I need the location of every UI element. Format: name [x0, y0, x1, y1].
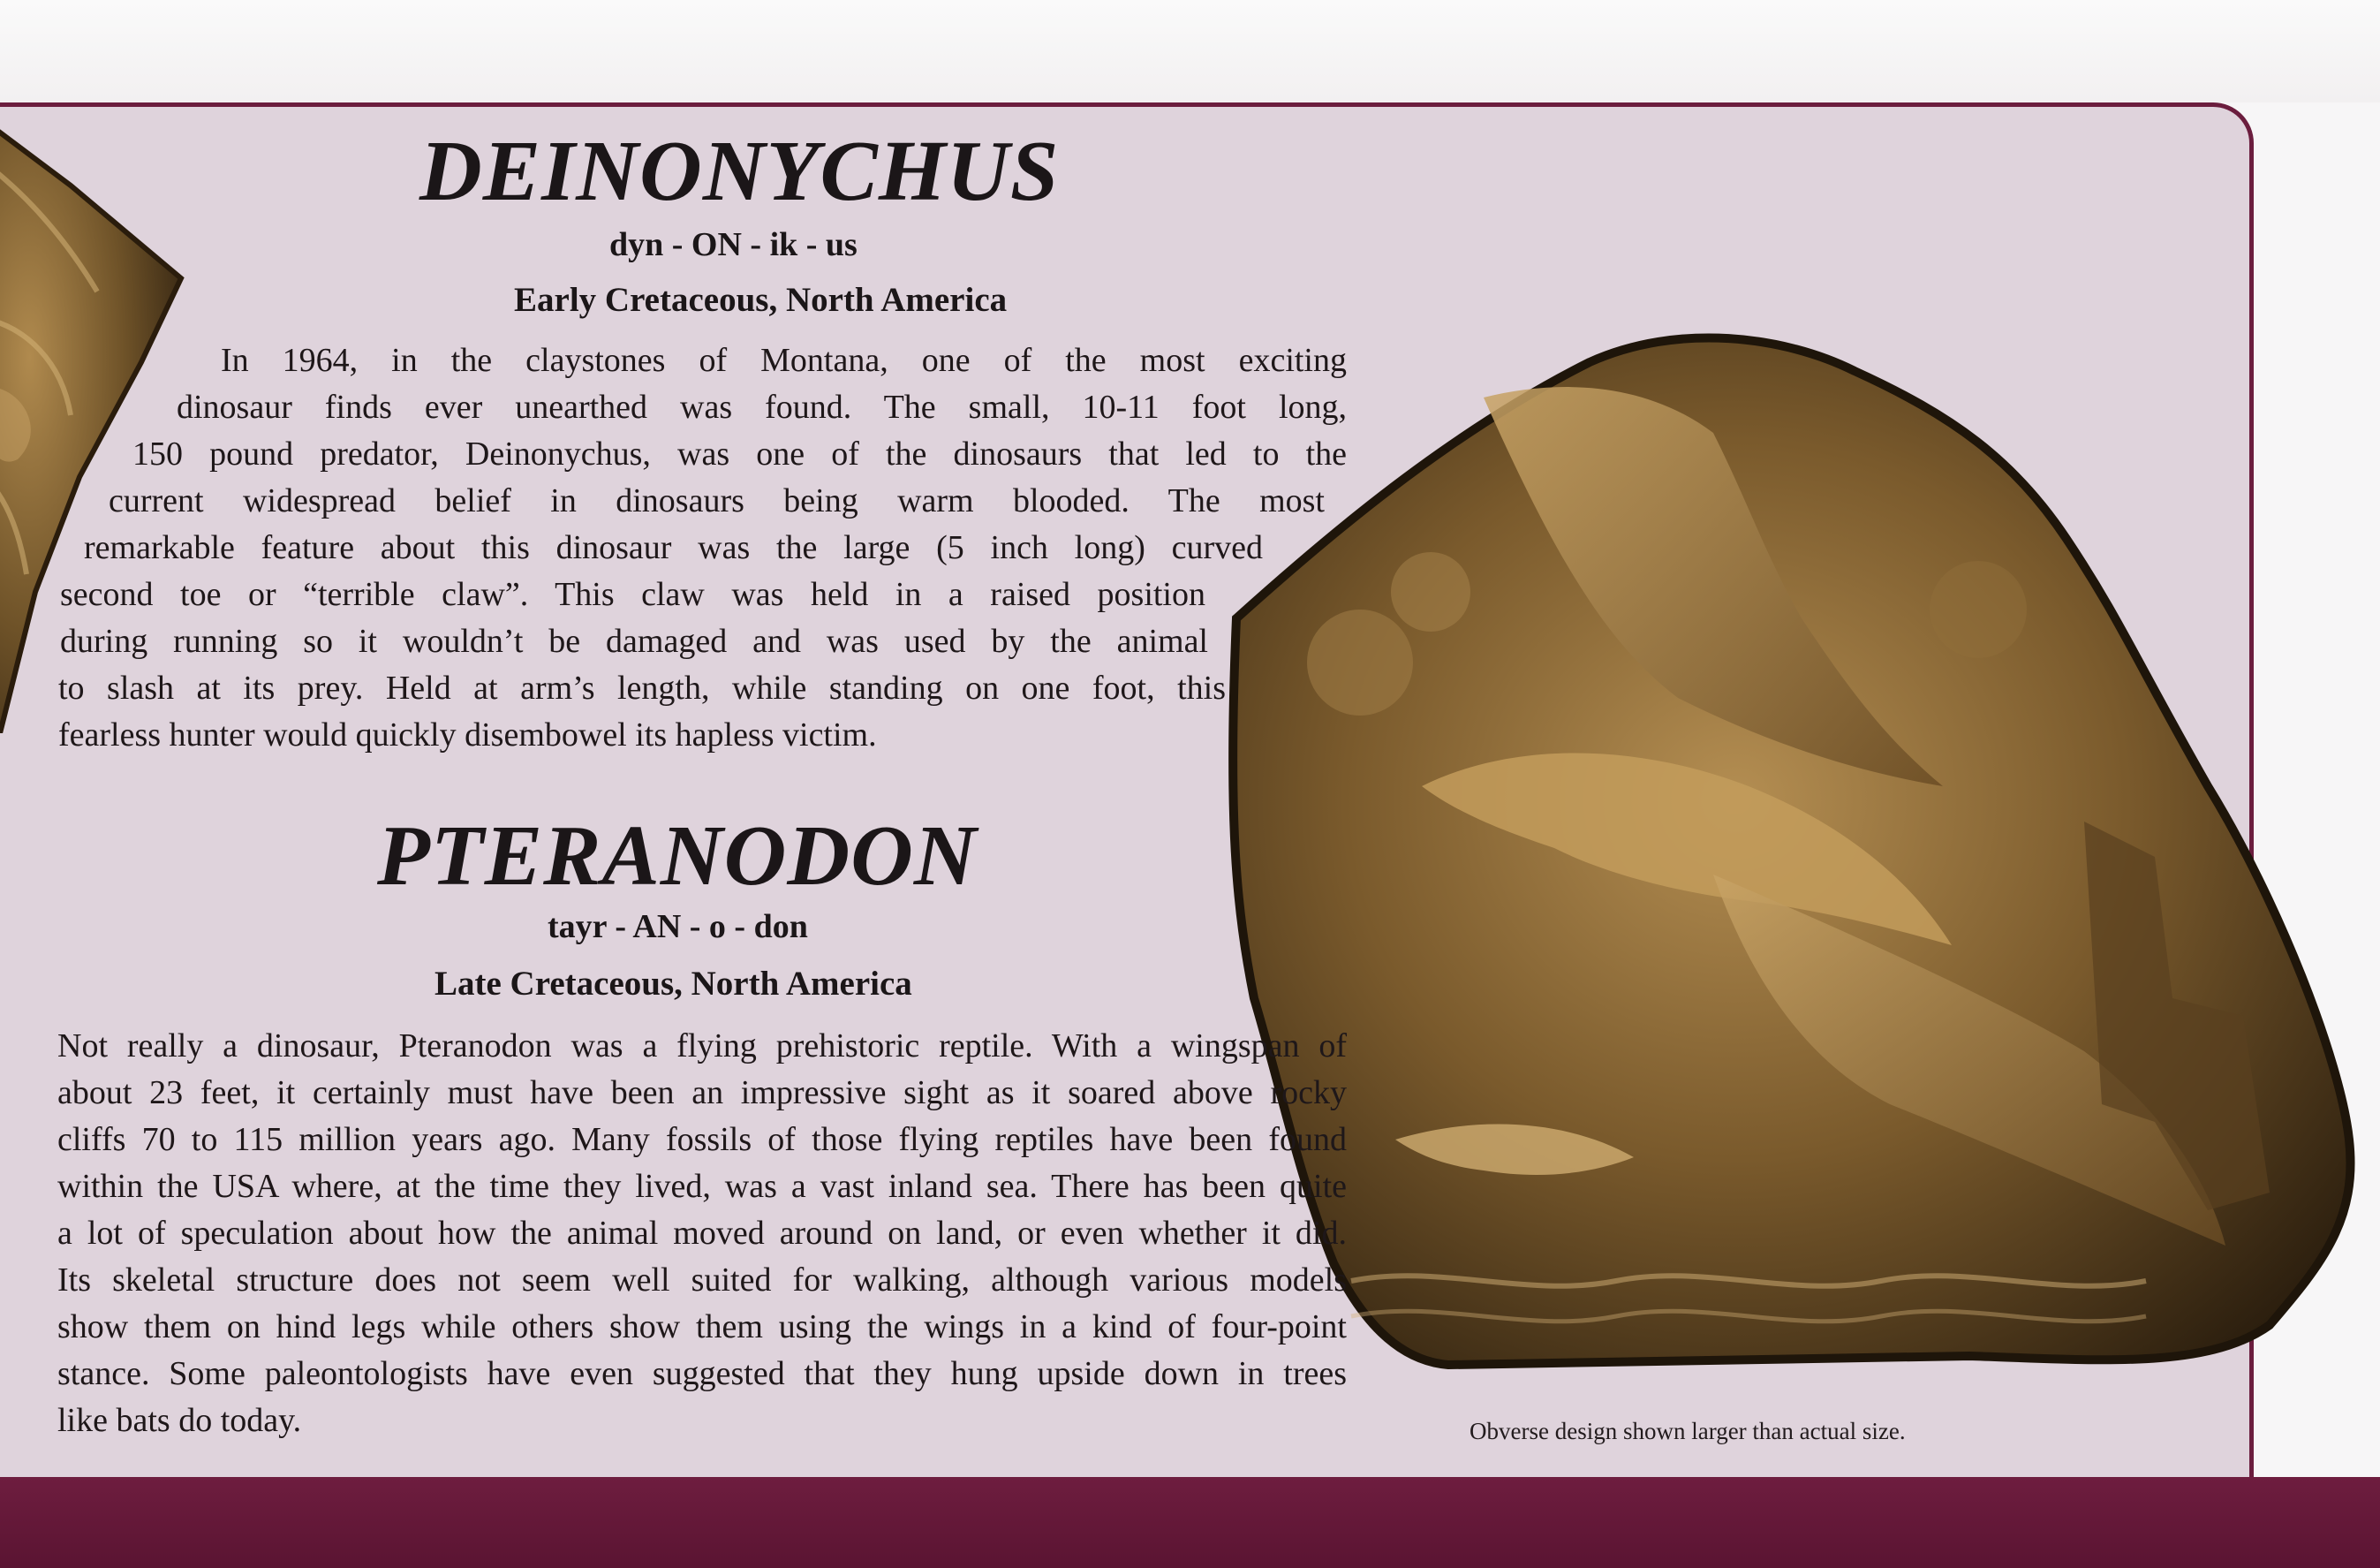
text-line: 150 pound predator, Deinonychus, was one of the dinosaurs that led to the	[132, 436, 1347, 473]
text-line: remarkable feature about this dinosaur was the large (5 inch long) curved	[84, 529, 1263, 566]
text-line: dinosaur finds ever unearthed was found. The small, 10-11 foot long,	[177, 389, 1347, 426]
text-line: about 23 feet, it certainly must have been an impressive sight as it soared above rocky	[57, 1074, 1347, 1111]
text-line: cliffs 70 to 115 million years ago. Many fossils of those flying reptiles have been found	[57, 1121, 1347, 1158]
text-line: Not really a dinosaur, Pteranodon was a flying prehistoric reptile. With a wingspan of	[57, 1027, 1347, 1064]
text-line: show them on hind legs while others show them using the wings in a kind of four-point	[57, 1308, 1347, 1345]
pteranodon-description	[57, 1023, 1347, 1444]
text-line: In 1964, in the claystones of Montana, one of the most exciting	[221, 342, 1347, 379]
bottom-band	[0, 1477, 2380, 1568]
text-line: Its skeletal structure does not seem well suited for walking, although various models	[57, 1261, 1347, 1299]
text-line: during running so it wouldn’t be damaged and was used by the animal	[60, 623, 1208, 660]
medal-caption: Obverse design shown larger than actual size.	[1470, 1418, 1906, 1444]
text-line: fearless hunter would quickly disembowel its hapless victim.	[58, 716, 877, 754]
text-line: stance. Some paleontologists have even suggested that they hung upside down in trees	[57, 1355, 1347, 1392]
pteranodon-medal-image	[1219, 327, 2367, 1378]
deinonychus-description	[0, 337, 1347, 759]
text-line: a lot of speculation about how the animal moved around on land, or even whether it did.	[57, 1215, 1347, 1252]
text-line: like bats do today.	[57, 1402, 302, 1439]
deinonychus-era: Early Cretaceous, North America	[514, 281, 1008, 319]
text-line: second toe or “terrible claw”. This claw was held in a raised position	[60, 576, 1205, 613]
page-top-margin	[0, 0, 2380, 102]
deinonychus-pronunciation: dyn - ON - ik - us	[609, 226, 858, 263]
text-line: to slash at its prey. Held at arm’s length, while standing on one foot, this	[58, 670, 1226, 707]
text-line: current widespread belief in dinosaurs being warm blooded. The most	[109, 482, 1325, 519]
text-line: within the USA where, at the time they lived, was a vast inland sea. There has been quite	[57, 1168, 1347, 1205]
pteranodon-pronunciation: tayr - AN - o - don	[548, 908, 808, 945]
deinonychus-title: DEINONYCHUS	[419, 124, 1060, 219]
pteranodon-era: Late Cretaceous, North America	[434, 965, 912, 1003]
pteranodon-title: PTERANODON	[377, 808, 978, 904]
